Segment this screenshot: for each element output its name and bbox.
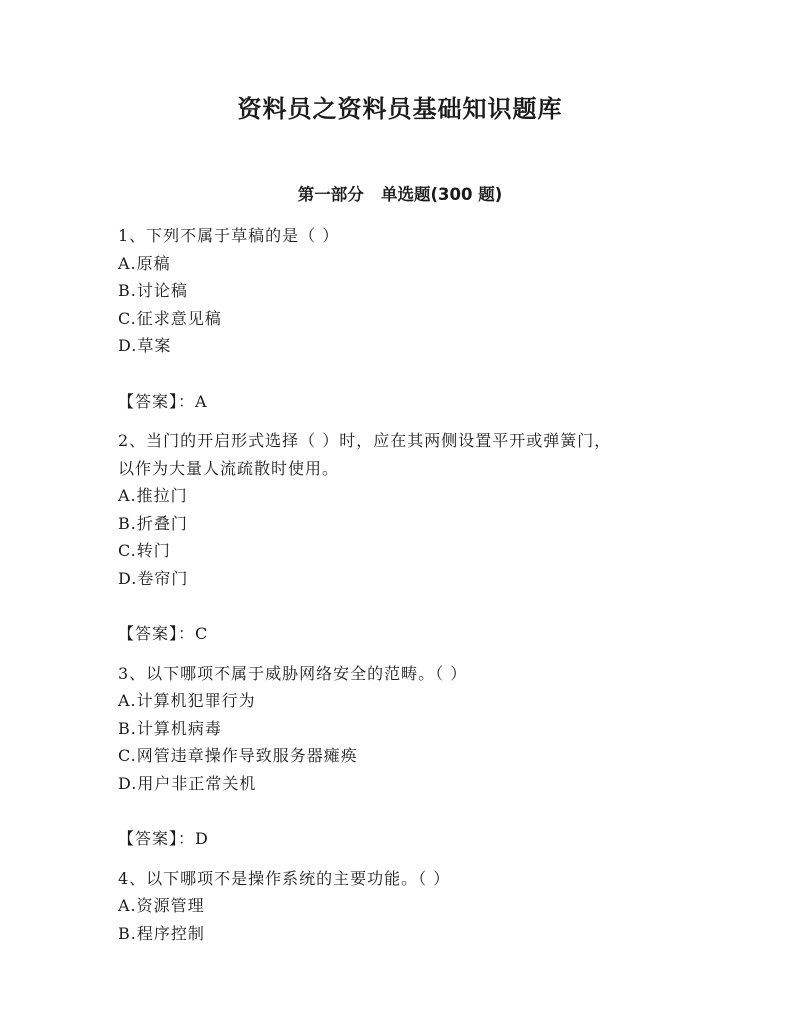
option-c: C.转门 [118, 541, 171, 560]
question-item [118, 427, 678, 660]
question-item [118, 865, 678, 948]
answer-line: 【答案】：A [118, 391, 208, 411]
option-a: A.原稿 [118, 253, 171, 273]
question-stem: 1、下列不属于草稿的是（ ） [118, 226, 340, 245]
option-a: A.资源管理 [118, 896, 205, 915]
answer-line: 【答案】：D [118, 829, 209, 848]
option-b: B.计算机病毒 [118, 718, 222, 738]
option-c: C.征求意见稿 [118, 308, 222, 328]
option-b: B.程序控制 [118, 923, 205, 943]
section-title: 第一部分 单选题(300 题) [297, 185, 503, 204]
option-d: D.卷帘门 [118, 568, 189, 588]
option-a: A.计算机犯罪行为 [118, 691, 256, 710]
question-list [118, 222, 678, 947]
question-item [118, 222, 678, 427]
option-d: D.用户非正常关机 [118, 773, 257, 793]
option-c: C.网管违章操作导致服务器瘫痪 [118, 746, 358, 765]
question-stem: 4、以下哪项不是操作系统的主要功能。（ ） [118, 868, 451, 888]
option-b: B.讨论稿 [118, 281, 188, 300]
answer-line: 【答案】：C [118, 624, 209, 643]
option-b: B.折叠门 [118, 513, 188, 533]
question-stem: 3、以下哪项不属于威胁网络安全的范畴。（ ） [118, 663, 468, 683]
document-title: 资料员之资料员基础知识题库 [237, 95, 563, 123]
question-stem: 2、当门的开启形式选择（ ）时，应在其两侧设置平开或弹簧门， [118, 431, 612, 450]
option-d: D.草案 [118, 336, 172, 355]
question-item [118, 660, 678, 865]
option-a: A.推拉门 [118, 486, 188, 505]
question-stem-continued: 以作为大量人流疏散时使用。 [118, 458, 340, 478]
